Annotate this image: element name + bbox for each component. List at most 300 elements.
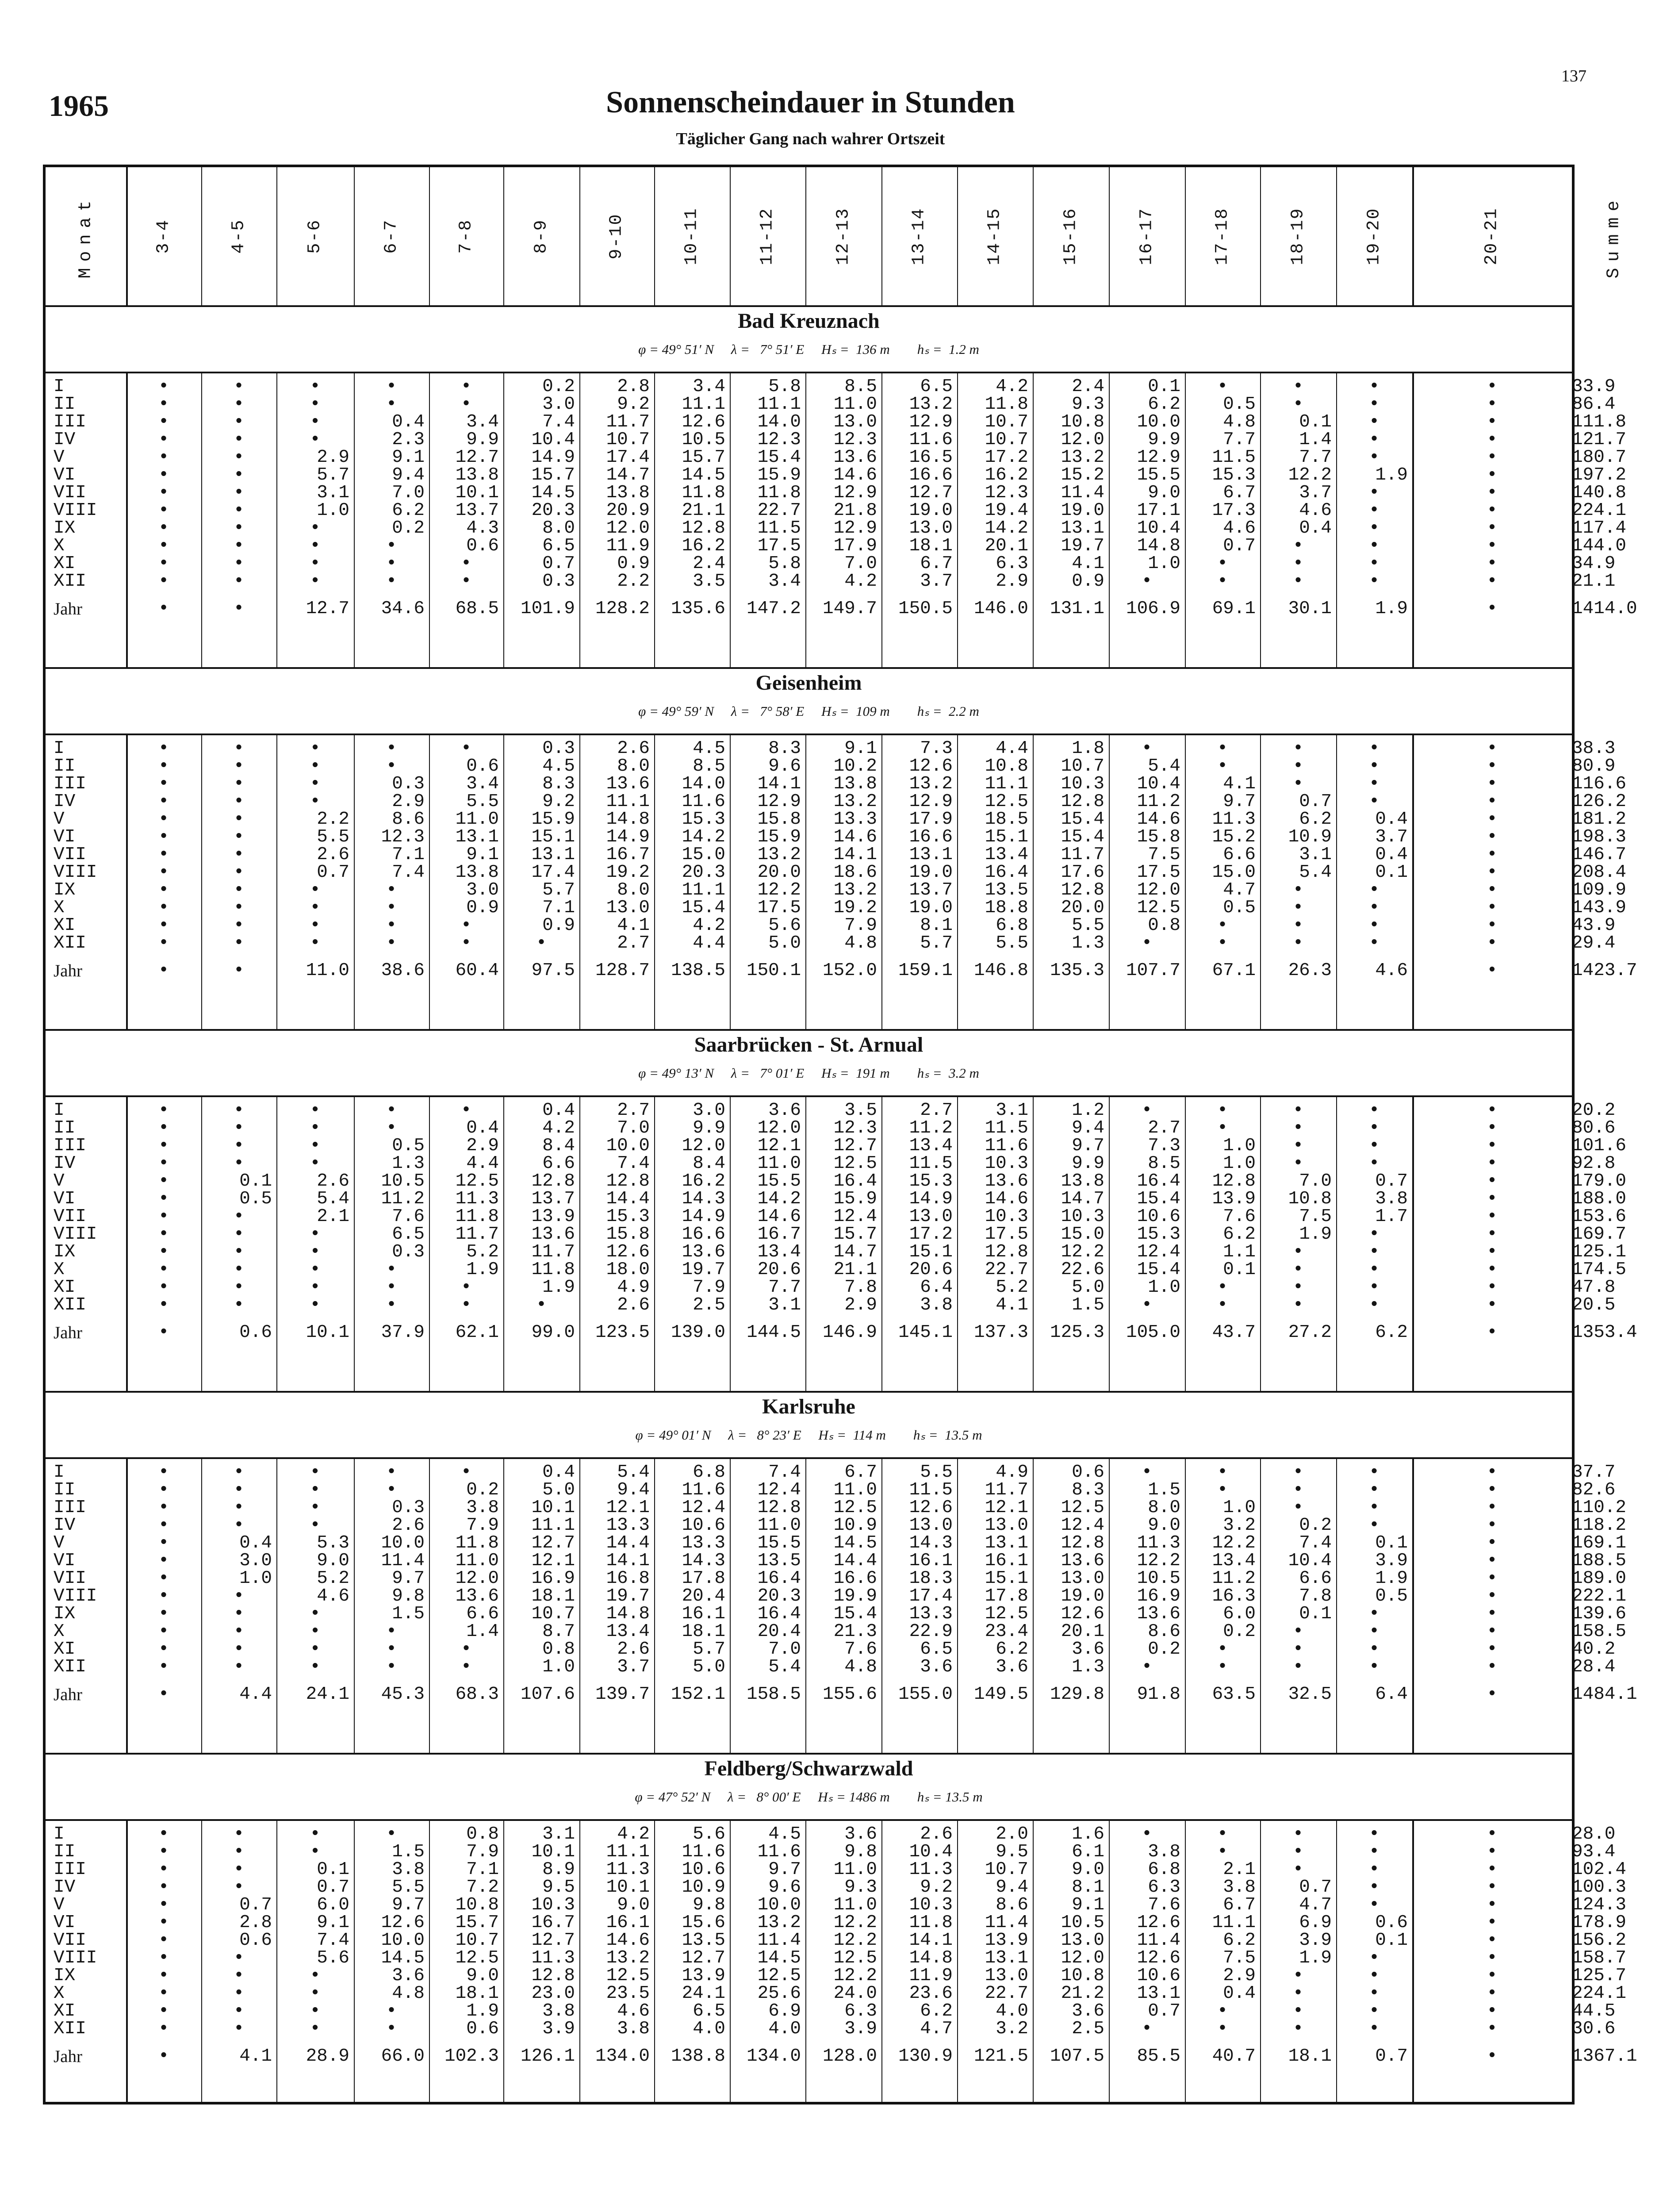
month-label: V (54, 1533, 65, 1553)
data-cell: 12.5 (1061, 1498, 1104, 1518)
month-label: V (54, 447, 65, 468)
data-cell: • (1368, 1136, 1380, 1156)
data-cell: 7.8 (844, 1277, 877, 1298)
data-cell: 15.4 (1061, 827, 1104, 847)
month-label: III (54, 1498, 86, 1518)
data-cell: 11.5 (1212, 447, 1256, 468)
data-cell: 17.5 (757, 536, 801, 556)
column-divider (503, 1819, 504, 2102)
data-cell: 16.2 (682, 1171, 725, 1191)
column-header-label: Summe (1604, 194, 1624, 279)
data-cell: 15.5 (1137, 465, 1180, 485)
data-cell: 16.2 (985, 465, 1028, 485)
month-label: XI (54, 915, 76, 936)
data-cell: • (1487, 898, 1498, 918)
data-cell: 1.0 (1148, 553, 1180, 574)
data-cell: • (1292, 1260, 1304, 1280)
data-cell: • (233, 1515, 245, 1536)
column-header-label: 19-20 (1364, 207, 1384, 265)
data-cell: 13.0 (606, 898, 650, 918)
column-divider (579, 1457, 580, 1753)
data-cell: 11.6 (985, 1136, 1028, 1156)
data-cell: • (386, 376, 397, 397)
data-cell: 14.7 (606, 465, 650, 485)
data-cell: • (158, 1260, 169, 1280)
data-cell: • (1217, 553, 1228, 574)
data-cell: 17.1 (1137, 500, 1180, 521)
data-cell: 0.8 (542, 1639, 575, 1659)
column-header-19-20 (1336, 167, 1412, 305)
month-label: I (54, 1824, 65, 1844)
data-cell: • (158, 1639, 169, 1659)
data-cell: 12.1 (606, 1498, 650, 1518)
data-cell: • (1217, 2001, 1228, 2021)
data-cell: 0.2 (542, 376, 575, 397)
column-divider (957, 1819, 958, 2102)
data-cell: 13.6 (455, 1586, 499, 1606)
data-cell: • (1217, 1118, 1228, 1138)
data-cell: • (1217, 2019, 1228, 2039)
column-divider (1412, 1819, 1414, 2102)
data-cell: 15.0 (1061, 1224, 1104, 1244)
column-divider (1033, 372, 1034, 667)
month-label: VI (54, 1912, 76, 1933)
data-cell: 21.1 (682, 500, 725, 521)
data-cell: • (1217, 1462, 1228, 1482)
data-cell: 10.3 (1061, 774, 1104, 794)
data-cell: 15.6 (682, 1912, 725, 1933)
data-cell: 19.0 (1061, 500, 1104, 521)
data-cell: • (1368, 1948, 1380, 1968)
data-cell: • (1217, 933, 1228, 953)
data-cell: 0.7 (1299, 1877, 1332, 1897)
data-cell: • (386, 1462, 397, 1482)
data-cell: 11.7 (531, 1242, 575, 1262)
data-cell: 10.4 (909, 1842, 953, 1862)
month-label: X (54, 536, 65, 556)
data-cell: 224.1 (1572, 500, 1627, 521)
data-cell: 6.9 (768, 2001, 801, 2021)
column-divider (201, 372, 202, 667)
month-label: VII (54, 483, 86, 503)
data-cell: • (460, 738, 472, 759)
data-cell: 14.5 (531, 483, 575, 503)
data-cell: 12.3 (757, 430, 801, 450)
data-cell: • (1292, 774, 1304, 794)
data-cell: 0.2 (466, 1480, 499, 1500)
data-cell: 11.4 (1137, 1930, 1180, 1951)
data-cell: 5.6 (317, 1948, 349, 1968)
data-cell: 0.5 (239, 1189, 272, 1209)
data-cell: • (386, 1824, 397, 1844)
data-cell: 224.1 (1572, 1983, 1627, 2004)
data-cell: 4.7 (1299, 1895, 1332, 1915)
data-cell: 0.4 (542, 1462, 575, 1482)
data-cell: 5.7 (317, 465, 349, 485)
data-cell: 9.7 (1072, 1136, 1104, 1156)
data-cell: 15.3 (1137, 1224, 1180, 1244)
data-cell: 37.7 (1572, 1462, 1616, 1482)
data-cell: 10.5 (1137, 1568, 1180, 1589)
data-cell: 11.1 (682, 394, 725, 415)
data-cell: • (233, 518, 245, 538)
data-cell: • (386, 1639, 397, 1659)
year-total-cell: • (1487, 1684, 1498, 1705)
data-cell: 20.3 (531, 500, 575, 521)
data-cell: 13.1 (909, 845, 953, 865)
data-cell: 12.7 (531, 1930, 575, 1951)
data-cell: 6.7 (1223, 483, 1256, 503)
year-total-cell: 43.7 (1212, 1322, 1256, 1343)
data-cell: 12.8 (1061, 791, 1104, 812)
data-cell: 11.3 (455, 1189, 499, 1209)
data-cell: 10.4 (1137, 774, 1180, 794)
data-cell: 3.8 (1148, 1842, 1180, 1862)
data-cell: 18.0 (606, 1260, 650, 1280)
column-header-label: 17-18 (1212, 207, 1233, 265)
data-cell: • (1487, 845, 1498, 865)
data-cell: 22.7 (985, 1260, 1028, 1280)
year-total-cell: 138.5 (671, 960, 725, 981)
data-cell: 6.3 (1148, 1877, 1180, 1897)
year-total-cell: 149.7 (822, 599, 877, 619)
data-cell: 17.8 (985, 1586, 1028, 1606)
data-cell: • (1292, 1657, 1304, 1677)
data-cell: • (460, 571, 472, 591)
column-divider (276, 1819, 277, 2102)
data-cell: • (386, 1260, 397, 1280)
data-cell: • (310, 738, 321, 759)
data-cell: • (1487, 536, 1498, 556)
column-divider (503, 1457, 504, 1753)
data-cell: • (310, 1515, 321, 1536)
data-cell: 13.6 (1137, 1604, 1180, 1624)
data-cell: • (233, 1480, 245, 1500)
data-cell: 11.8 (455, 1206, 499, 1227)
column-divider (276, 372, 277, 667)
data-cell: 18.1 (682, 1621, 725, 1642)
data-cell: • (310, 394, 321, 415)
data-cell: 15.8 (1137, 827, 1180, 847)
data-cell: • (310, 898, 321, 918)
data-cell: 0.2 (1299, 1515, 1332, 1536)
data-cell: 2.7 (1148, 1118, 1180, 1138)
column-header-label: 10-11 (682, 207, 702, 265)
data-cell: 11.0 (833, 1859, 877, 1880)
data-cell: • (158, 791, 169, 812)
year-total-cell: • (233, 599, 245, 619)
column-divider (730, 167, 731, 305)
data-cell: • (158, 880, 169, 900)
month-label: IV (54, 1153, 76, 1174)
data-cell: 7.3 (1148, 1136, 1180, 1156)
column-divider (730, 733, 731, 1029)
data-cell: 1.2 (1072, 1100, 1104, 1121)
data-cell: • (1487, 1604, 1498, 1624)
data-cell: 18.1 (909, 536, 953, 556)
data-cell: • (233, 756, 245, 776)
data-cell: 6.5 (920, 376, 953, 397)
data-cell: 9.3 (1072, 394, 1104, 415)
data-cell: • (310, 1842, 321, 1862)
data-cell: • (310, 1277, 321, 1298)
data-cell: 47.8 (1572, 1277, 1616, 1298)
data-cell: • (1292, 2001, 1304, 2021)
data-cell: 0.6 (1375, 1912, 1408, 1933)
data-cell: 178.9 (1572, 1912, 1627, 1933)
data-cell: 40.2 (1572, 1639, 1616, 1659)
data-cell: 15.7 (682, 447, 725, 468)
month-label: IX (54, 1966, 76, 1986)
data-cell: • (460, 1639, 472, 1659)
data-cell: • (1368, 1895, 1380, 1915)
data-cell: • (1292, 1295, 1304, 1315)
column-divider (201, 1095, 202, 1391)
data-cell: 0.4 (1223, 1983, 1256, 2004)
year-total-cell: • (233, 960, 245, 981)
data-cell: • (1292, 880, 1304, 900)
column-divider (730, 372, 731, 667)
data-cell: 15.3 (682, 809, 725, 830)
data-cell: 101.6 (1572, 1136, 1627, 1156)
column-header-6-7 (354, 167, 429, 305)
month-label: VII (54, 1930, 86, 1951)
year-total-cell: 155.6 (822, 1684, 877, 1705)
data-cell: • (1487, 1189, 1498, 1209)
data-cell: 6.5 (920, 1639, 953, 1659)
data-cell: 11.8 (455, 1533, 499, 1553)
data-cell: • (310, 536, 321, 556)
column-header-label: Monat (76, 194, 96, 279)
year-total-cell: 105.0 (1126, 1322, 1180, 1343)
data-cell: • (386, 1657, 397, 1677)
data-cell: 5.4 (1148, 756, 1180, 776)
data-cell: 1.3 (1072, 1657, 1104, 1677)
data-cell: 9.4 (1072, 1118, 1104, 1138)
data-cell: 13.1 (455, 827, 499, 847)
column-divider (1033, 733, 1034, 1029)
data-cell: 22.7 (757, 500, 801, 521)
data-cell: 1.5 (392, 1842, 425, 1862)
data-cell: 0.5 (1375, 1586, 1408, 1606)
data-cell: 7.7 (768, 1277, 801, 1298)
data-cell: 1.0 (239, 1568, 272, 1589)
data-cell: 15.2 (1061, 465, 1104, 485)
data-cell: 11.0 (757, 1515, 801, 1536)
column-divider (354, 1457, 355, 1753)
data-cell: • (158, 1966, 169, 1986)
data-cell: • (1141, 2019, 1153, 2039)
data-cell: 12.8 (1212, 1171, 1256, 1191)
data-cell: 3.1 (542, 1824, 575, 1844)
data-cell: 16.1 (682, 1604, 725, 1624)
column-divider (503, 167, 504, 305)
data-cell: • (1217, 738, 1228, 759)
data-cell: • (310, 791, 321, 812)
data-cell: • (1487, 553, 1498, 574)
data-cell: 13.1 (531, 845, 575, 865)
data-cell: 10.1 (531, 1498, 575, 1518)
data-cell: • (158, 1480, 169, 1500)
data-cell: 15.7 (833, 1224, 877, 1244)
data-cell: 0.4 (239, 1533, 272, 1553)
data-cell: • (386, 2001, 397, 2021)
data-cell: • (158, 2001, 169, 2021)
data-cell: 12.9 (757, 791, 801, 812)
data-cell: 8.5 (1148, 1153, 1180, 1174)
column-header-18-19 (1260, 167, 1336, 305)
month-label: III (54, 774, 86, 794)
data-cell: 0.5 (392, 1136, 425, 1156)
data-cell: 126.2 (1572, 791, 1627, 812)
column-divider (1109, 1457, 1110, 1753)
data-cell: 7.6 (844, 1639, 877, 1659)
data-cell: 24.0 (833, 1983, 877, 2004)
month-label: IX (54, 518, 76, 538)
data-cell: 5.5 (392, 1877, 425, 1897)
data-cell: 4.1 (1223, 774, 1256, 794)
data-cell: 13.2 (1061, 447, 1104, 468)
month-label: XII (54, 571, 86, 591)
data-cell: 17.5 (757, 898, 801, 918)
data-cell: 169.1 (1572, 1533, 1627, 1553)
data-cell: 12.8 (1061, 1533, 1104, 1553)
data-cell: 3.8 (1375, 1189, 1408, 1209)
data-cell: • (310, 376, 321, 397)
data-cell: • (310, 1224, 321, 1244)
data-cell: 4.0 (693, 2019, 725, 2039)
column-header-16-17 (1109, 167, 1185, 305)
data-cell: 5.2 (996, 1277, 1028, 1298)
data-cell: 179.0 (1572, 1171, 1627, 1191)
data-cell: 0.6 (466, 756, 499, 776)
column-divider (1336, 1457, 1337, 1753)
data-cell: 15.4 (1137, 1260, 1180, 1280)
data-cell: • (1368, 447, 1380, 468)
station-table-divider (46, 1457, 1572, 1459)
data-cell: • (1368, 1224, 1380, 1244)
data-cell: 3.9 (844, 2019, 877, 2039)
data-cell: 153.6 (1572, 1206, 1627, 1227)
data-cell: 15.3 (606, 1206, 650, 1227)
data-cell: 92.8 (1572, 1153, 1616, 1174)
data-cell: 12.6 (1137, 1948, 1180, 1968)
station-coordinates: φ = 49° 13′ N λ = 7° 01′ E Hₛ = 191 m hₛ = 3.2 m (638, 1065, 979, 1081)
data-cell: 12.4 (682, 1498, 725, 1518)
column-divider (354, 1095, 355, 1391)
data-cell: 14.8 (606, 809, 650, 830)
month-label: III (54, 1859, 86, 1880)
data-cell: 6.5 (542, 536, 575, 556)
data-cell: 11.9 (606, 536, 650, 556)
data-cell: • (1487, 862, 1498, 883)
data-cell: • (460, 376, 472, 397)
data-cell: 15.4 (833, 1604, 877, 1624)
data-cell: 7.1 (466, 1859, 499, 1880)
column-divider (730, 1095, 731, 1391)
data-cell: • (1487, 1568, 1498, 1589)
data-cell: • (1368, 571, 1380, 591)
data-cell: 19.0 (1061, 1586, 1104, 1606)
data-cell: • (1292, 1824, 1304, 1844)
data-cell: 9.1 (1072, 1895, 1104, 1915)
data-cell: 1.3 (1072, 933, 1104, 953)
data-cell: • (233, 809, 245, 830)
data-cell: 0.4 (466, 1118, 499, 1138)
column-divider (1260, 1095, 1261, 1391)
data-cell: 12.0 (1061, 1948, 1104, 1968)
data-cell: 16.8 (606, 1568, 650, 1589)
column-divider (1412, 167, 1414, 305)
data-cell: 10.6 (682, 1859, 725, 1880)
data-cell: • (1141, 1824, 1153, 1844)
data-cell: 20.0 (1061, 898, 1104, 918)
month-label: II (54, 394, 76, 415)
column-header-10-11 (654, 167, 730, 305)
data-cell: 1.0 (317, 500, 349, 521)
data-cell: • (1292, 1966, 1304, 1986)
data-cell: 6.7 (1223, 1895, 1256, 1915)
data-cell: 0.6 (239, 1930, 272, 1951)
column-header-label: 4-5 (229, 219, 249, 254)
data-cell: 23.5 (606, 1983, 650, 2004)
data-cell: 11.2 (381, 1189, 425, 1209)
data-cell: 16.4 (1137, 1171, 1180, 1191)
column-divider (805, 1819, 806, 2102)
data-cell: 15.8 (606, 1224, 650, 1244)
data-cell: 12.0 (1137, 880, 1180, 900)
data-cell: 6.6 (466, 1604, 499, 1624)
year-total-label: Jahr (54, 961, 82, 980)
data-cell: 12.6 (1137, 1912, 1180, 1933)
data-cell: 158.5 (1572, 1621, 1627, 1642)
data-cell: • (233, 1621, 245, 1642)
column-divider (1336, 167, 1337, 305)
month-label: XI (54, 2001, 76, 2021)
data-cell: 5.2 (466, 1242, 499, 1262)
column-divider (276, 733, 277, 1029)
data-cell: 3.6 (768, 1100, 801, 1121)
data-cell: 9.1 (466, 845, 499, 865)
year-total-cell: 1414.0 (1572, 599, 1637, 619)
year-total-cell: • (1487, 599, 1498, 619)
data-cell: 10.1 (455, 483, 499, 503)
month-label: IV (54, 1877, 76, 1897)
data-cell: 16.7 (531, 1912, 575, 1933)
data-cell: 6.2 (392, 500, 425, 521)
data-cell: 6.2 (1223, 1930, 1256, 1951)
data-cell: 8.1 (920, 915, 953, 936)
data-cell: • (233, 1118, 245, 1138)
column-divider (1185, 1819, 1186, 2102)
month-label: XI (54, 553, 76, 574)
data-cell: 4.4 (996, 738, 1028, 759)
data-cell: • (1141, 1100, 1153, 1121)
data-cell: • (1292, 1859, 1304, 1880)
data-cell: 1.8 (1072, 738, 1104, 759)
data-cell: • (158, 1171, 169, 1191)
data-cell: • (1487, 1295, 1498, 1315)
column-divider (805, 167, 806, 305)
data-cell: 0.4 (542, 1100, 575, 1121)
data-cell: 14.2 (757, 1189, 801, 1209)
data-cell: • (386, 1295, 397, 1315)
data-cell: 9.0 (1148, 483, 1180, 503)
data-cell: • (1487, 1118, 1498, 1138)
data-cell: • (1487, 447, 1498, 468)
data-cell: 14.0 (757, 412, 801, 432)
data-cell: 10.0 (1137, 412, 1180, 432)
